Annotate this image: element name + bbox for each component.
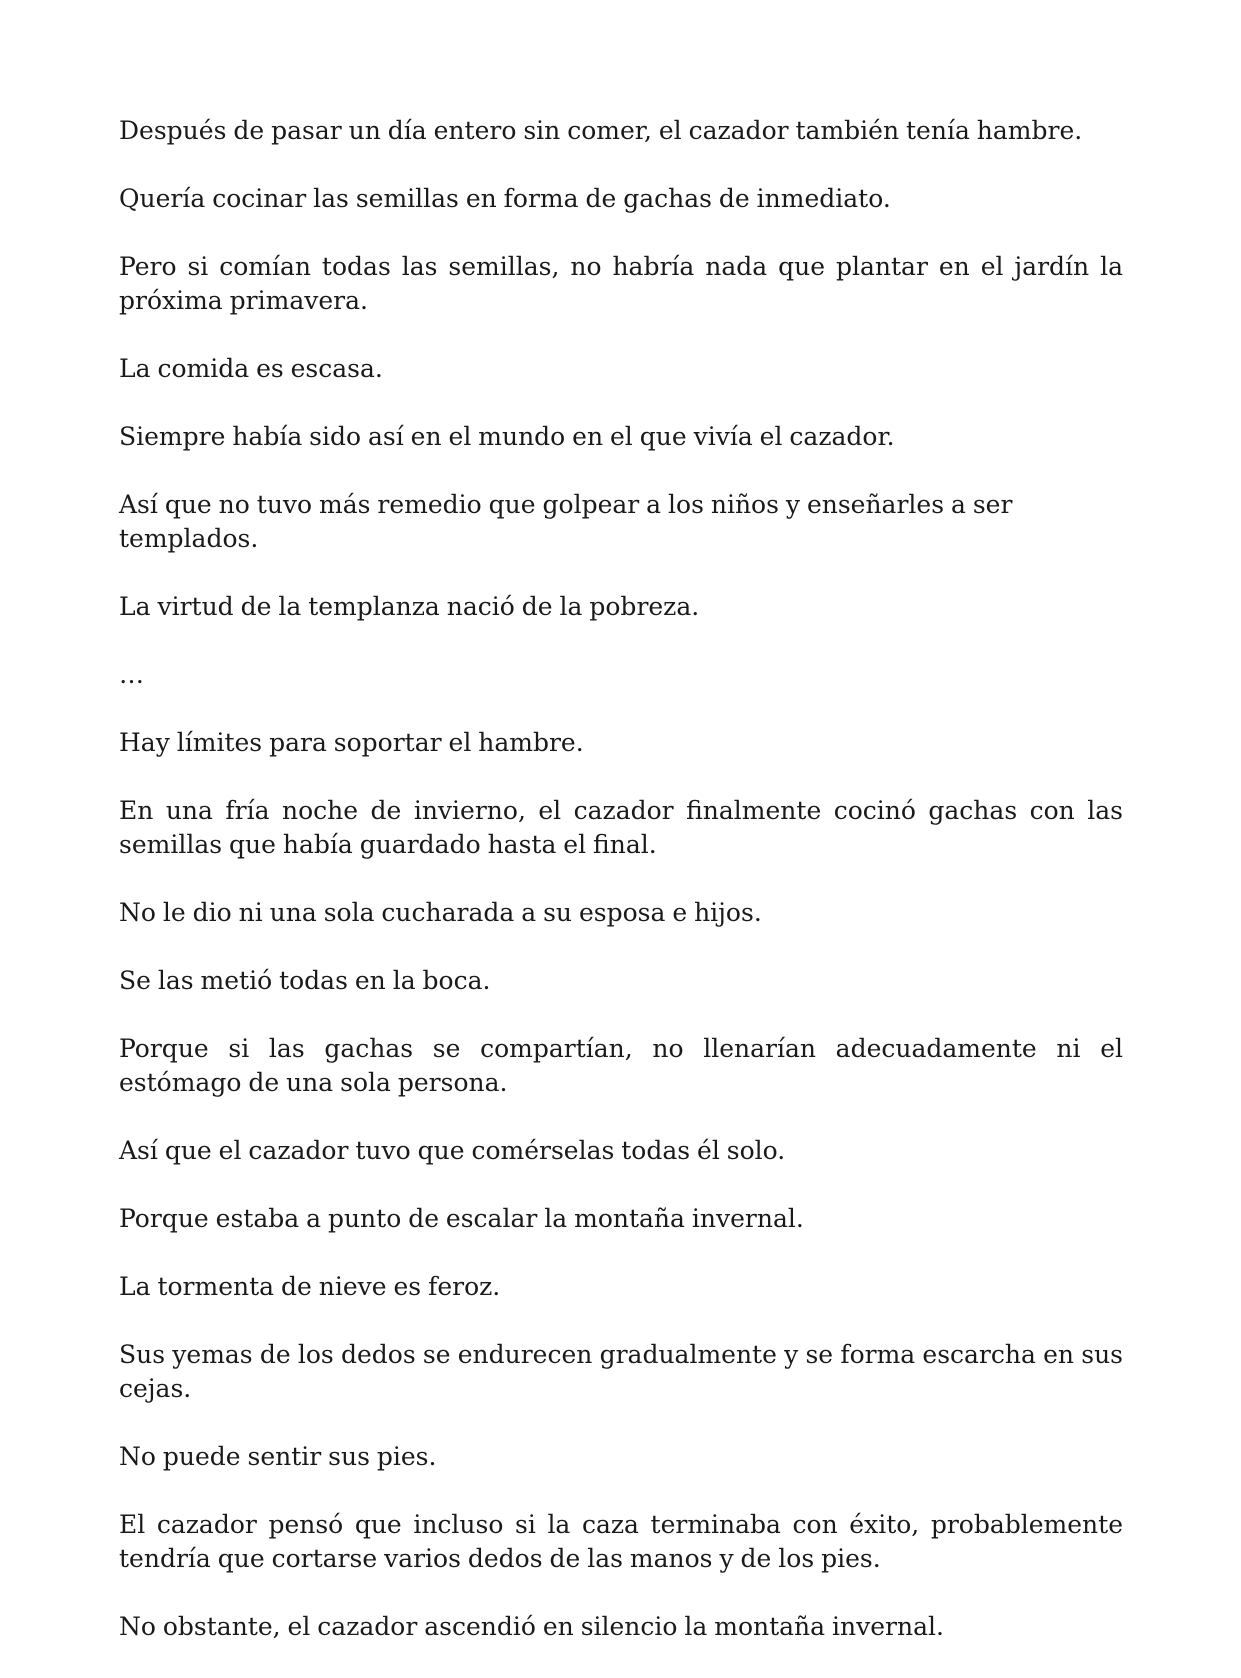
- paragraph-10: No le dio ni una sola cucharada a su esposa e hijos.: [119, 898, 762, 927]
- paragraph-9: En una fría noche de invierno, el cazador finalmente cocinó gachas con las semillas que había guardado hasta el final.: [119, 796, 1123, 859]
- paragraph-4: La comida es escasa.: [119, 354, 383, 383]
- paragraph-12: Porque si las gachas se compartían, no llenarían adecuadamente ni el estómago de una sola persona.: [119, 1034, 1123, 1097]
- paragraph-2: Quería cocinar las semillas en forma de gachas de inmediato.: [119, 184, 891, 213]
- ellipsis-separator: …: [119, 660, 144, 689]
- paragraph-1: Después de pasar un día entero sin comer, el cazador también tenía hambre.: [119, 116, 1083, 145]
- paragraph-16: Sus yemas de los dedos se endurecen gradualmente y se forma escarcha en sus cejas.: [119, 1340, 1123, 1403]
- paragraph-17: No puede sentir sus pies.: [119, 1442, 437, 1471]
- paragraph-13: Así que el cazador tuvo que comérselas todas él solo.: [119, 1136, 786, 1165]
- paragraph-14: Porque estaba a punto de escalar la montaña invernal.: [119, 1204, 804, 1233]
- paragraph-6: Así que no tuvo más remedio que golpear a los niños y enseñarles a ser templados.: [119, 490, 1013, 553]
- paragraph-15: La tormenta de nieve es feroz.: [119, 1272, 501, 1301]
- paragraph-5: Siempre había sido así en el mundo en el que vivía el cazador.: [119, 422, 895, 451]
- paragraph-8: Hay límites para soportar el hambre.: [119, 728, 584, 757]
- paragraph-19: No obstante, el cazador ascendió en silencio la montaña invernal.: [119, 1612, 944, 1641]
- paragraph-3: Pero si comían todas las semillas, no habría nada que plantar en el jardín la próxima primavera.: [119, 252, 1123, 315]
- paragraph-18: El cazador pensó que incluso si la caza terminaba con éxito, probablemente tendría que cortarse varios dedos de las manos y de los pies.: [119, 1510, 1123, 1573]
- paragraph-7: La virtud de la templanza nació de la pobreza.: [119, 592, 700, 621]
- document-body: [119, 114, 1123, 1678]
- paragraph-11: Se las metió todas en la boca.: [119, 966, 491, 995]
